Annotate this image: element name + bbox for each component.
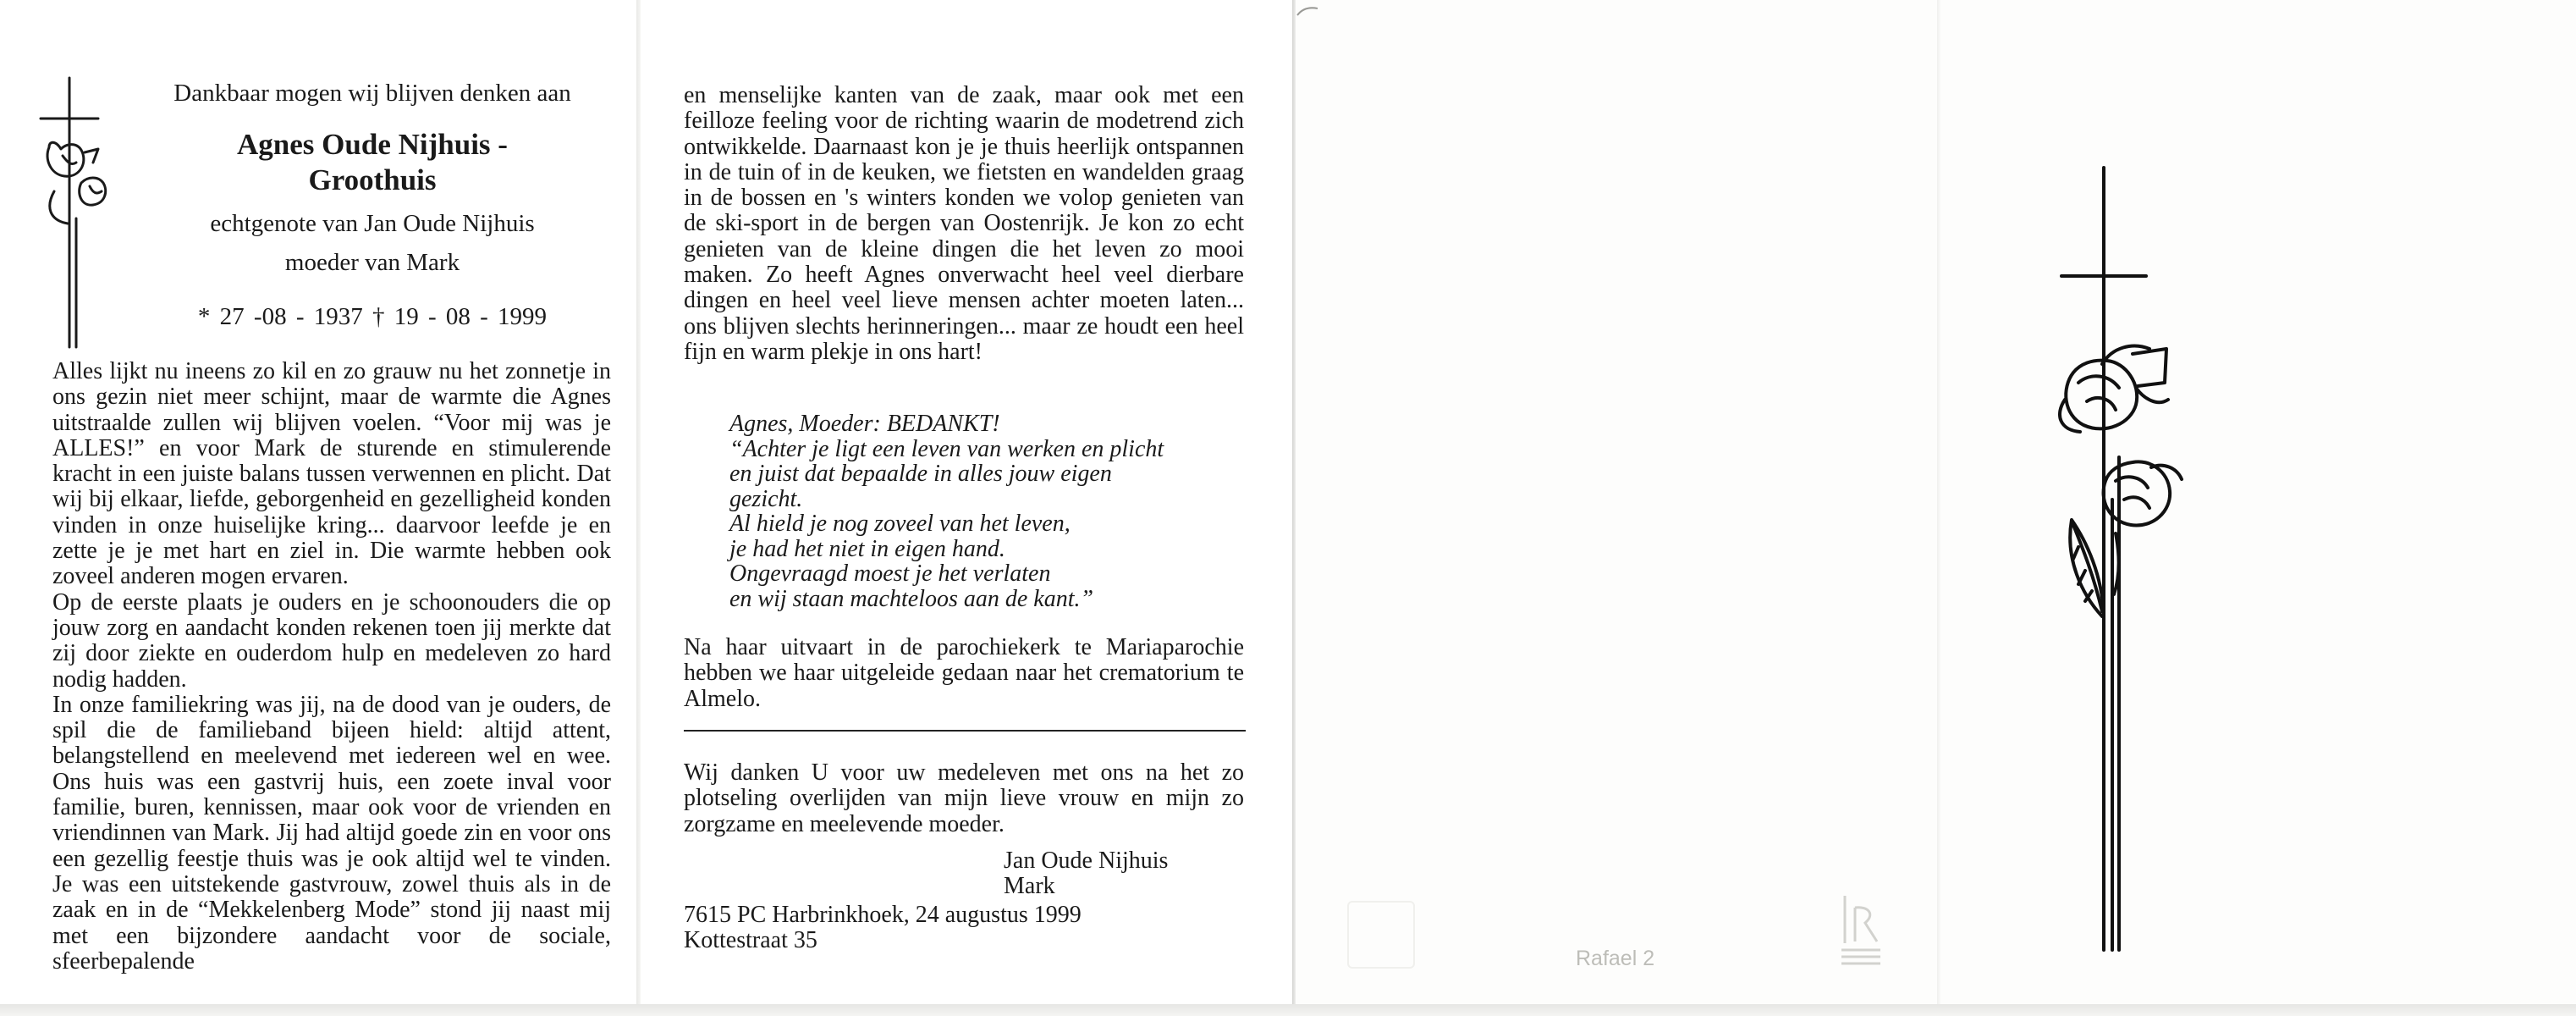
- cross-with-roses-icon: [2031, 161, 2234, 957]
- deceased-name-line: Groothuis: [308, 163, 437, 196]
- tribute-text-middle: [684, 83, 1244, 365]
- poem-line: Ongevraagd moest je het verlaten: [729, 560, 1051, 587]
- tribute-paragraph: en menselijke kanten van de zaak, maar ook met een feilloze feeling voor de richting waarin de modetrend zich ontwikkelde. Daarnaast kon je je thuis heerlijk ontspannen in de tuin of in de keuken, we fietsten en wandelden graag in de bossen en 's winters konden we volop genieten van de ski-sport in de bergen van Oostenrijk. Je kon zo echt genieten van de kleine dingen die het leven zo mooi maken. Zo heeft Agnes onverwacht heel veel dierbare dingen en heel veel lieve mensen achter moeten laten... ons blijven slechts herinneringen... maar ze houdt een heel fijn en warm plekje in ons hart!: [684, 82, 1244, 365]
- card-panel-back: [1296, 0, 1937, 1004]
- spouse-line: echtgenote van Jan Oude Nijhuis: [210, 210, 535, 237]
- poem-line: Agnes, Moeder: BEDANKT!: [729, 411, 1000, 437]
- address-line: 7615 PC Harbrinkhoek, 24 augustus 1999: [684, 902, 1082, 928]
- deceased-name: [127, 127, 618, 198]
- printer-emboss-icon: [1347, 901, 1415, 969]
- card-bottom-edge: [0, 1004, 2576, 1016]
- mother-line: moeder van Mark: [284, 249, 460, 276]
- signature: [1004, 848, 1168, 899]
- address-line: Kottestraat 35: [684, 927, 817, 953]
- tribute-text-left: [52, 359, 611, 975]
- poem-line: gezicht.: [729, 485, 803, 512]
- poem-line: Al hield je nog zoveel van het leven,: [729, 511, 1071, 537]
- ceremony-paragraph: Na haar uitvaart in de parochiekerk te Mariaparochie hebben we haar uitgeleide gedaan naar het crematorium te Almelo.: [684, 634, 1244, 712]
- ceremony-text: [684, 635, 1244, 712]
- cross-with-roses-icon: [34, 75, 127, 354]
- poem-line: en juist dat bepaalde in alles jouw eigen: [729, 461, 1112, 487]
- tribute-paragraph: Op de eerste plaats je ouders en je schoonouders die op jouw zorg en aandacht konden rekenen toen jij merkte dat zij door ziekte en ouderdom hulp en medeleven zo hard nodig hadden.: [52, 588, 611, 693]
- deceased-name-line: Agnes Oude Nijhuis -: [237, 128, 508, 161]
- signature-line: Mark: [1004, 873, 1055, 899]
- thanks-text: [684, 760, 1244, 837]
- divider-line: [684, 730, 1246, 732]
- tribute-paragraph: In onze familiekring was jij, na de dood van je ouders, de spil die de familieband bijeen hield: altijd attent, belangstellend en meelevend met iedereen wel en wee. Ons huis was een gastvrij huis, een zoete inval voor familie, buren, kennissen, maar ook voor de vrienden en vriendinnen van Mark. Jij had altijd goede zin en voor ons een gezellig feestje thuis was je ook altijd wel te vinden. Je was een uitstekende gastvrouw, zowel thuis als in de zaak en in de “Mekkelenberg Mode” stond jij naast mij met een bijzondere aandacht voor de sociale, sfeerbepalende: [52, 691, 611, 975]
- tribute-paragraph: Alles lijkt nu ineens zo kil en zo grauw nu het zonnetje in ons gezin niet meer schijnt, maar de warmte die Agnes uitstraalde zullen wij blijven voelen. “Voor mij was je ALLES!” en voor Mark de sturende en stimulerende kracht in een juiste balans tussen verwennen en plicht. Dat wij bij elkaar, liefde, geborgenheid en gezelligheid konden vinden in onze huiselijke kring... daarvoor leefde je en zette je je met hart en ziel in. Die warmte hebben ook zoveel anderen mogen ervaren.: [52, 358, 611, 590]
- corner-crease-icon: [1296, 3, 1321, 22]
- poem-line: je had het niet in eigen hand.: [729, 535, 1005, 562]
- printer-logo-icon: [1836, 891, 1885, 969]
- signature-line: Jan Oude Nijhuis: [1004, 848, 1169, 874]
- poem: [729, 411, 1246, 611]
- fold-line: [1937, 0, 1940, 1004]
- printer-label: Rafael 2: [1576, 947, 1655, 970]
- birth-death-dates: * 27 -08 - 1937 † 19 - 08 - 1999: [197, 303, 548, 330]
- address: [684, 903, 1082, 953]
- poem-line: en wij staan machteloos aan de kant.”: [729, 585, 1094, 612]
- fold-line: [636, 0, 641, 1004]
- card-intro: Dankbaar mogen wij blijven denken aan: [173, 80, 571, 107]
- thanks-paragraph: Wij danken U voor uw medeleven met ons na het zo plotseling overlijden van mijn lieve vrouw en mijn zo zorgzame en meelevende moeder.: [684, 759, 1244, 837]
- fold-line: [1292, 0, 1296, 1004]
- poem-line: “Achter je ligt een leven van werken en plicht: [729, 435, 1164, 462]
